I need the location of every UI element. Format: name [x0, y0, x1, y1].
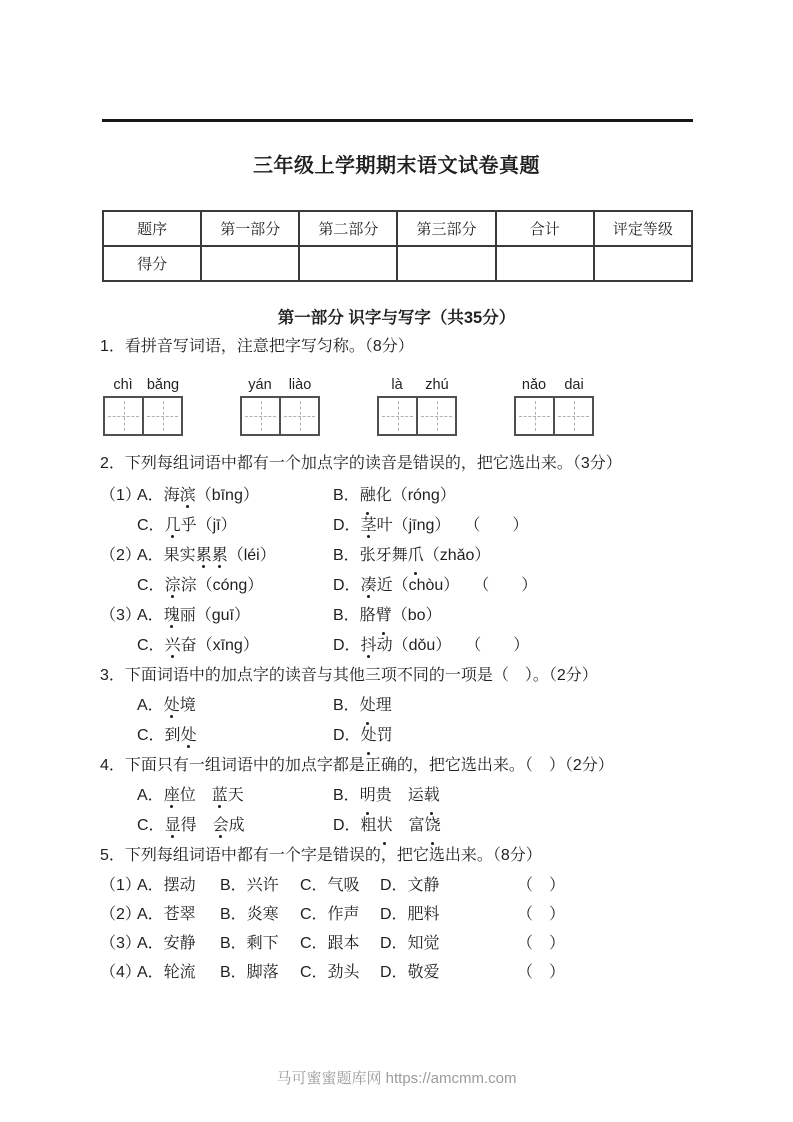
pinyin-writing-row [103, 376, 693, 436]
q4-row-cd [100, 811, 693, 841]
q2-group2-row-cd [100, 571, 693, 601]
option-a: A．座位 蓝天 [137, 787, 244, 804]
option-a: A．苍翠 [137, 906, 196, 923]
indent-spacer [100, 631, 137, 661]
page-title: 三年级上学期期末语文试卷真题 [253, 155, 540, 177]
writing-box-cell [105, 398, 142, 434]
pinyin-syllable: liào [288, 377, 312, 393]
writing-box-cell [242, 398, 279, 434]
writing-box-pair [240, 396, 320, 436]
score-header-cell: 评定等级 [594, 211, 692, 246]
q2-group2-row-ab [100, 541, 693, 571]
option-c: C．作声 [300, 906, 360, 923]
option-a: A．安静 [137, 935, 196, 952]
q5-row-3 [100, 929, 693, 958]
group-prefix: （3） [100, 607, 141, 624]
writing-box-pair [103, 396, 183, 436]
indent-spacer [100, 721, 137, 751]
answer-blank: （ ） [464, 517, 529, 534]
option-d: D．抖动（dǒu） [333, 637, 452, 654]
option-c: C．气吸 [300, 877, 360, 894]
score-cell-empty [397, 246, 495, 281]
option-a: A．摆动 [137, 877, 196, 894]
writing-box-cell [516, 398, 553, 434]
option-c: C．劲头 [300, 964, 360, 981]
score-row-label: 得分 [103, 246, 201, 281]
answer-blank: （ ） [517, 906, 566, 923]
option-d: D．茎叶（jīng） [333, 517, 451, 534]
q2-group1-row-ab [100, 481, 693, 511]
pinyin-labels [377, 376, 457, 394]
answer-blank: （ ） [473, 577, 538, 594]
score-cell-empty [594, 246, 692, 281]
score-cell-empty [299, 246, 397, 281]
pinyin-writing-group [240, 376, 320, 436]
option-d: D．粗 状 富 饶 [333, 811, 693, 841]
score-table-score-row [103, 246, 692, 281]
page-content [0, 119, 793, 987]
question-3-text: 3．下面词语中的加点字的读音与其他三项不同的一项是（ ）。（2分） [100, 667, 598, 684]
score-header-cell: 题序 [103, 211, 201, 246]
score-table-header-row [103, 211, 692, 246]
pinyin-syllable: bǎng [146, 377, 180, 393]
group-prefix: （2） [100, 906, 141, 923]
option-c: C．显得 会成 [137, 817, 245, 834]
writing-box-pair [377, 396, 457, 436]
group-prefix: （1） [100, 487, 141, 504]
option-a: A．处境 [137, 697, 196, 714]
option-c: C．淙淙（cóng） [137, 577, 264, 594]
answer-blank: （ ） [517, 964, 566, 981]
question-1-text: 1．看拼音写词语，注意把字写匀称。（8分） [100, 338, 414, 355]
q2-group3-row-ab [100, 601, 693, 631]
option-b: B． 明 贵 运 载 [333, 781, 693, 811]
pinyin-labels [240, 376, 320, 394]
group-prefix: （2） [100, 547, 141, 564]
option-c: C．跟本 [300, 935, 360, 952]
pinyin-syllable: yán [248, 377, 272, 393]
option-b: B． 处 理 [333, 691, 693, 721]
score-header-cell: 第一部分 [201, 211, 299, 246]
option-b: B．兴许 [220, 877, 279, 894]
pinyin-syllable: dai [564, 377, 584, 393]
writing-box-cell [142, 398, 181, 434]
option-d: D．肥料 [380, 906, 440, 923]
section-heading: 第一部分 识字与写字（共35分） [277, 309, 516, 327]
top-divider-rule [102, 119, 693, 122]
group-prefix: （3） [100, 935, 141, 952]
writing-box-cell [416, 398, 455, 434]
option-d: D．知觉 [380, 935, 440, 952]
score-header-cell: 第三部分 [397, 211, 495, 246]
writing-box-cell [279, 398, 318, 434]
q5-row-1 [100, 871, 693, 900]
answer-blank: （ ） [517, 877, 566, 894]
score-cell-empty [201, 246, 299, 281]
q3-row-ab [100, 691, 693, 721]
option-c: C．几乎（jī） [137, 517, 237, 534]
pinyin-writing-group [514, 376, 594, 436]
indent-spacer [100, 781, 137, 811]
q5-row-2 [100, 900, 693, 929]
pinyin-syllable: nǎo [521, 377, 547, 393]
score-table [102, 210, 693, 282]
question-4-text: 4．下面只有一组词语中的加点字都是正确的，把它选出来。（ ）（2分） [100, 757, 614, 774]
pinyin-labels [514, 376, 594, 394]
writing-box-pair [514, 396, 594, 436]
option-c: C．到处 [137, 727, 197, 744]
option-d: D． 处 罚 [333, 721, 693, 751]
indent-spacer [100, 511, 137, 541]
option-a: A．轮流 [137, 964, 196, 981]
option-d: D．敬爱 [380, 964, 440, 981]
option-a: A．海滨（bīng） [137, 487, 259, 504]
option-c: C．兴奋（xīng） [137, 637, 259, 654]
footer-credit: 马可蜜蜜题库网 https://amcmm.com [276, 1070, 517, 1087]
answer-blank: （ ） [465, 637, 530, 654]
option-b: B． 融 化（róng） [333, 481, 693, 511]
option-d: D．凑近（chòu） [333, 577, 460, 594]
score-header-cell: 第二部分 [299, 211, 397, 246]
indent-spacer [100, 571, 137, 601]
pinyin-syllable: zhú [425, 377, 449, 393]
pinyin-writing-group [103, 376, 183, 436]
q4-row-ab [100, 781, 693, 811]
q2-group1-row-cd [100, 511, 693, 541]
score-header-cell: 合计 [496, 211, 594, 246]
group-prefix: （1） [100, 877, 141, 894]
writing-box-cell [379, 398, 416, 434]
q5-row-4 [100, 958, 693, 987]
option-d: D．文静 [380, 877, 440, 894]
indent-spacer [100, 811, 137, 841]
pinyin-labels [103, 376, 183, 394]
q2-group3-row-cd [100, 631, 693, 661]
indent-spacer [100, 691, 137, 721]
group-prefix: （4） [100, 964, 141, 981]
question-5-text: 5．下列每组词语中都有一个字是错误的，把它选出来。（8分） [100, 847, 542, 864]
pinyin-syllable: chì [113, 377, 133, 393]
question-2-text: 2．下列每组词语中都有一个加点字的读音是错误的，把它选出来。（3分） [100, 455, 622, 472]
option-b: B．胳 臂 （bo） [333, 601, 693, 631]
option-a: A．瑰丽（guī） [137, 607, 250, 624]
option-b: B．脚落 [220, 964, 279, 981]
q3-row-cd [100, 721, 693, 751]
pinyin-syllable: là [391, 377, 403, 393]
option-b: B．炎寒 [220, 906, 279, 923]
pinyin-writing-group [377, 376, 457, 436]
answer-blank: （ ） [517, 935, 566, 952]
score-cell-empty [496, 246, 594, 281]
option-a: A．果实累累（léi） [137, 547, 276, 564]
option-b: B．张牙舞 爪 （zhǎo） [333, 541, 693, 571]
writing-box-cell [553, 398, 592, 434]
option-b: B．剩下 [220, 935, 279, 952]
